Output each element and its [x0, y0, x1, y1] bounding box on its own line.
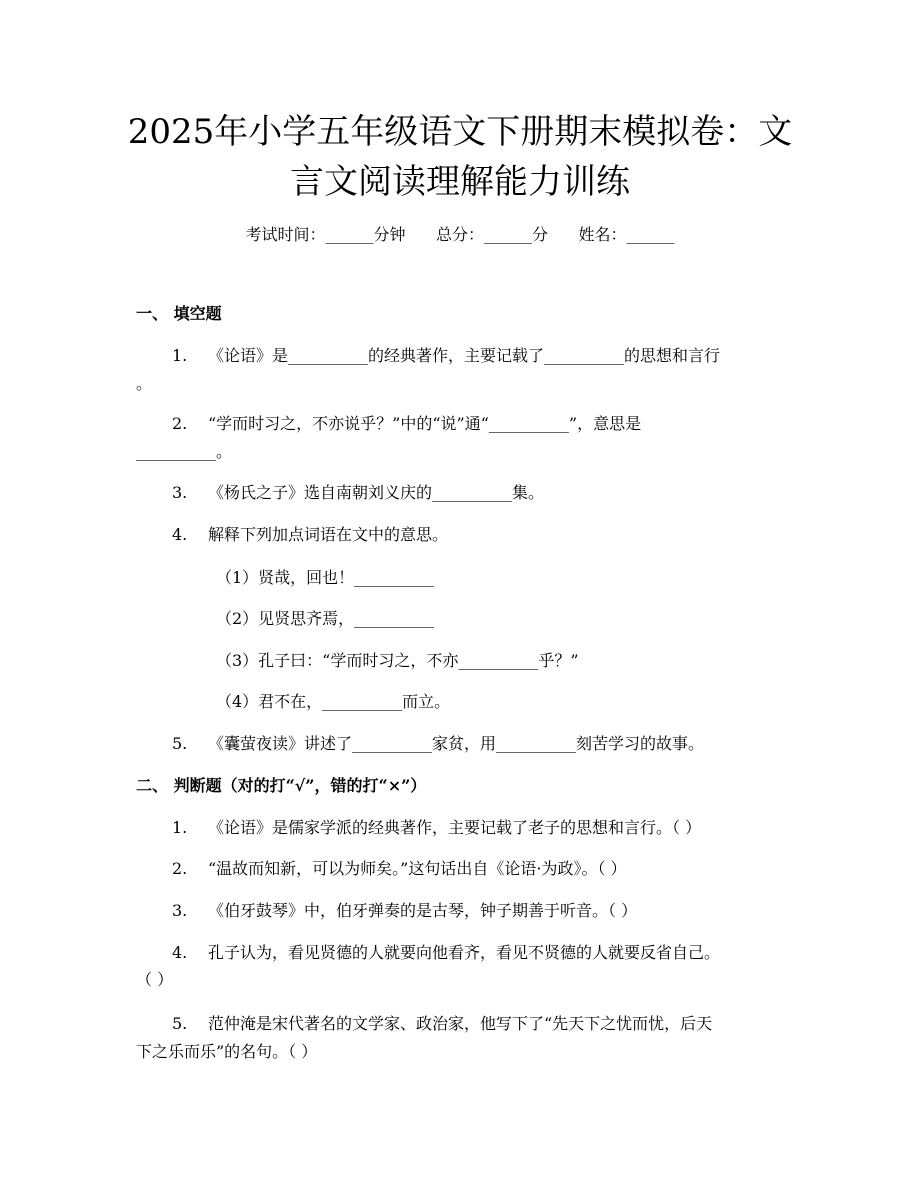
question-text: 《杨氏之子》选自南朝刘义庆的__________集。 [208, 483, 545, 502]
question-number: 1. [172, 346, 188, 365]
sub-question: （2）见贤思齐焉，__________ [216, 609, 435, 628]
question-text: “温故而知新，可以为师矣。”这句话出自《论语·为政》。（ ） [208, 859, 627, 878]
sub-question: （1）贤哉，回也！__________ [216, 568, 435, 587]
question-text: 解释下列加点词语在文中的意思。 [208, 525, 449, 544]
question-number: 4. [172, 525, 188, 544]
section-heading-true-false: 二、 判断题（对的打“√”，错的打“×”） [136, 776, 427, 795]
question-text: 《论语》是儒家学派的经典著作，主要记载了老子的思想和言行。（ ） [208, 818, 702, 837]
question-text: 《论语》是__________的经典著作，主要记载了__________的思想和言行 [208, 346, 721, 365]
question-text: 《伯牙鼓琴》中，伯牙弹奏的是古琴，钟子期善于听音。（ ） [208, 901, 638, 920]
question-text: 孔子认为，看见贤德的人就要向他看齐，看见不贤德的人就要反省自己。 [208, 943, 721, 962]
question-number: 2. [172, 414, 188, 433]
question-number: 2. [172, 859, 188, 878]
question-number: 5. [172, 734, 188, 753]
question-number: 4. [172, 943, 188, 962]
question-text: 《囊萤夜读》讲述了__________家贫，用__________刻苦学习的故事。 [208, 734, 705, 753]
question-text-wrap: 下之乐而乐”的名句。（ ） [136, 1042, 318, 1061]
exam-meta: 考试时间：______分钟 总分：______分 姓名：______ [245, 225, 675, 244]
question-number: 3. [172, 483, 188, 502]
page-title-line-1: 2025年小学五年级语文下册期末模拟卷：文 [127, 112, 793, 152]
question-text: 范仲淹是宋代著名的文学家、政治家，他写下了“先天下之忧而忧，后天 [208, 1014, 713, 1033]
sub-question: （4）君不在，__________而立。 [216, 692, 451, 711]
page-title-line-2: 言文阅读理解能力训练 [290, 162, 630, 202]
question-text-wrap: 。 [136, 374, 153, 393]
question-number: 5. [172, 1014, 188, 1033]
sub-question: （3）孔子曰：“学而时习之，不亦__________乎？” [216, 651, 579, 670]
question-number: 3. [172, 901, 188, 920]
question-text-wrap: __________。 [136, 442, 233, 461]
section-heading-fill-in: 一、 填空题 [136, 304, 222, 323]
question-number: 1. [172, 818, 188, 837]
question-text-wrap: （ ） [136, 970, 174, 989]
question-text: “学而时习之，不亦说乎？”中的“说”通“__________”，意思是 [208, 414, 642, 433]
